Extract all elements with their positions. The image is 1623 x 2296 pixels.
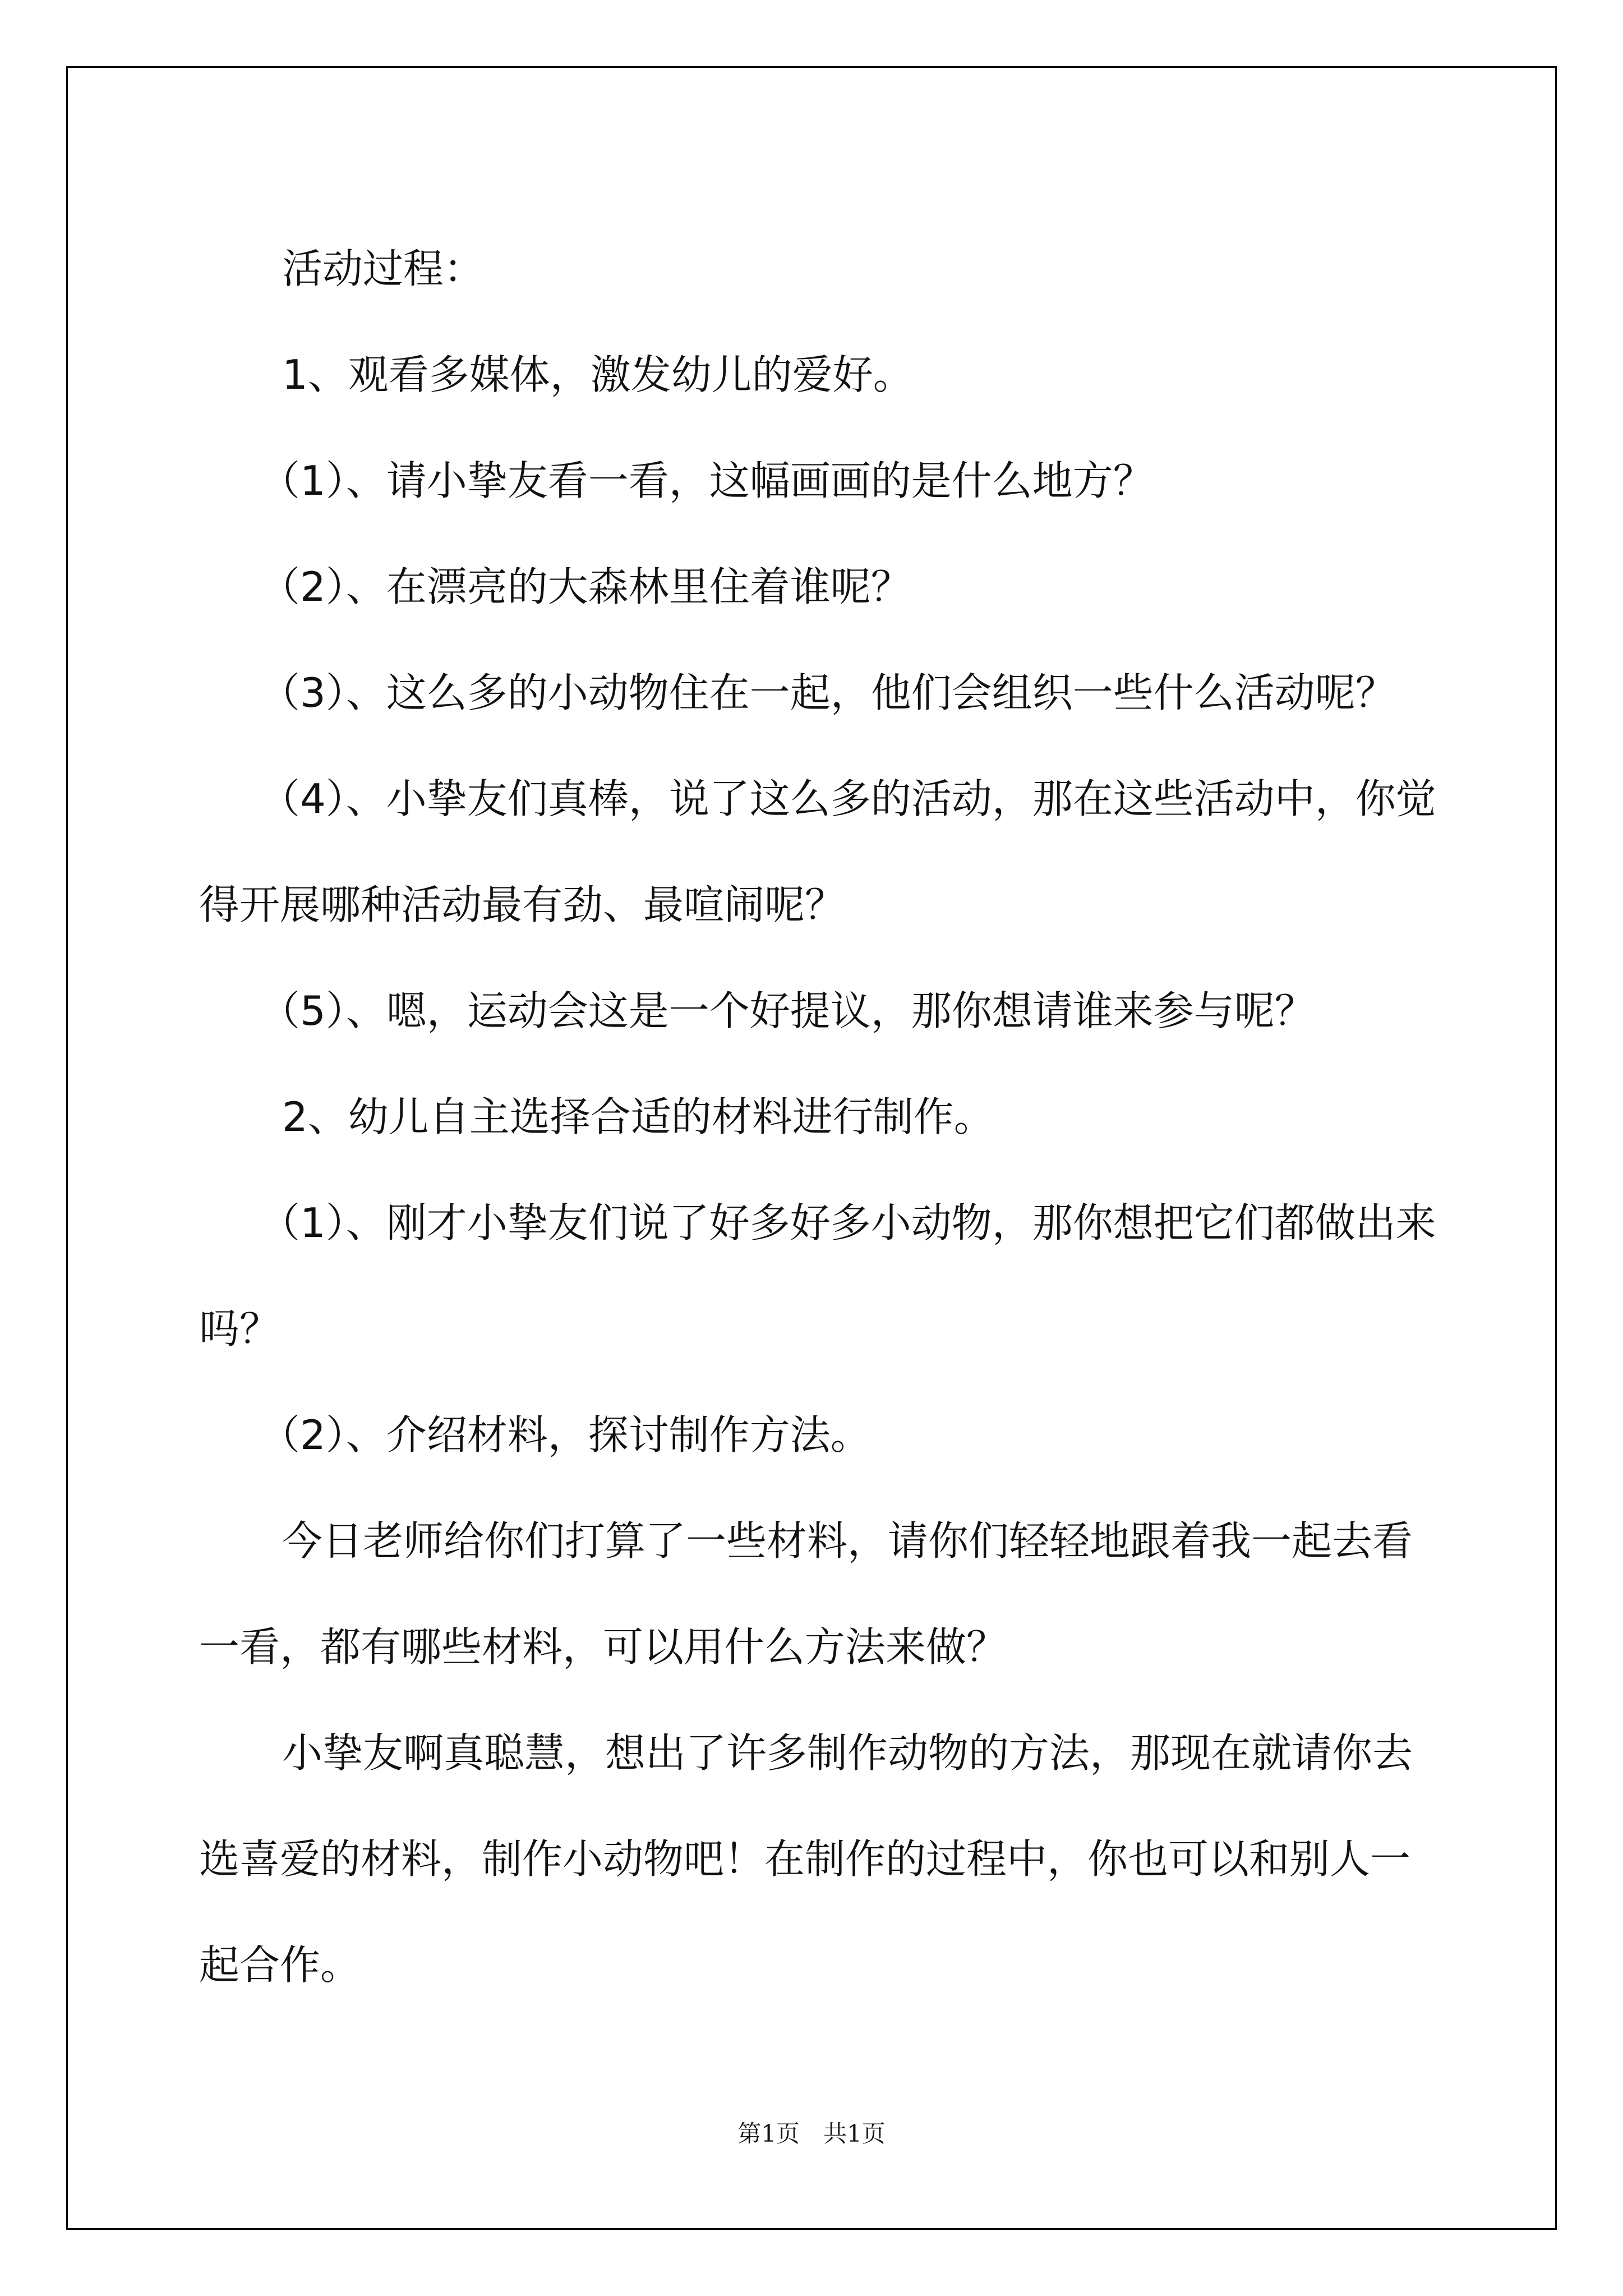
paragraph-step-1-4: （4）、小挚友们真棒，说了这么多的活动，那在这些活动中，你觉得开展哪种活动最有劲、最喧闹呢？ — [199, 775, 1436, 928]
page-footer: 第1页 共1页 — [737, 2120, 886, 2147]
document-body — [199, 216, 1438, 2018]
paragraph-step-2: 2、幼儿自主选择合适的材料进行制作。 — [282, 1093, 994, 1140]
paragraph-heading: 活动过程： — [282, 245, 485, 292]
paragraph-step-1-1: （1）、请小挚友看一看，这幅画画的是什么地方？ — [260, 457, 1154, 504]
paragraph-step-2-1: （1）、刚才小挚友们说了好多好多小动物，那你想把它们都做出来吗？ — [199, 1199, 1436, 1352]
paragraph-step-2-2: （2）、介绍材料，探讨制作方法。 — [260, 1411, 871, 1458]
paragraph-step-1-3: （3）、这么多的小动物住在一起，他们会组织一些什么活动呢？ — [260, 669, 1396, 716]
paragraph-step-1-2: （2）、在漂亮的大森林里住着谁呢？ — [260, 563, 911, 610]
paragraph-conclusion: 小挚友啊真聪慧，想出了许多制作动物的方法，那现在就请你去选喜爱的材料，制作小动物吧！在制作的过程中，你也可以和别人一起合作。 — [199, 1729, 1413, 1989]
paragraph-step-1-5: （5）、嗯，运动会这是一个好提议，那你想请谁来参与呢？ — [260, 987, 1315, 1034]
paragraph-step-1: 1、观看多媒体，激发幼儿的爱好。 — [282, 351, 914, 398]
paragraph-materials: 今日老师给你们打算了一些材料，请你们轻轻地跟着我一起去看一看，都有哪些材料，可以用什么方法来做？ — [199, 1517, 1413, 1671]
